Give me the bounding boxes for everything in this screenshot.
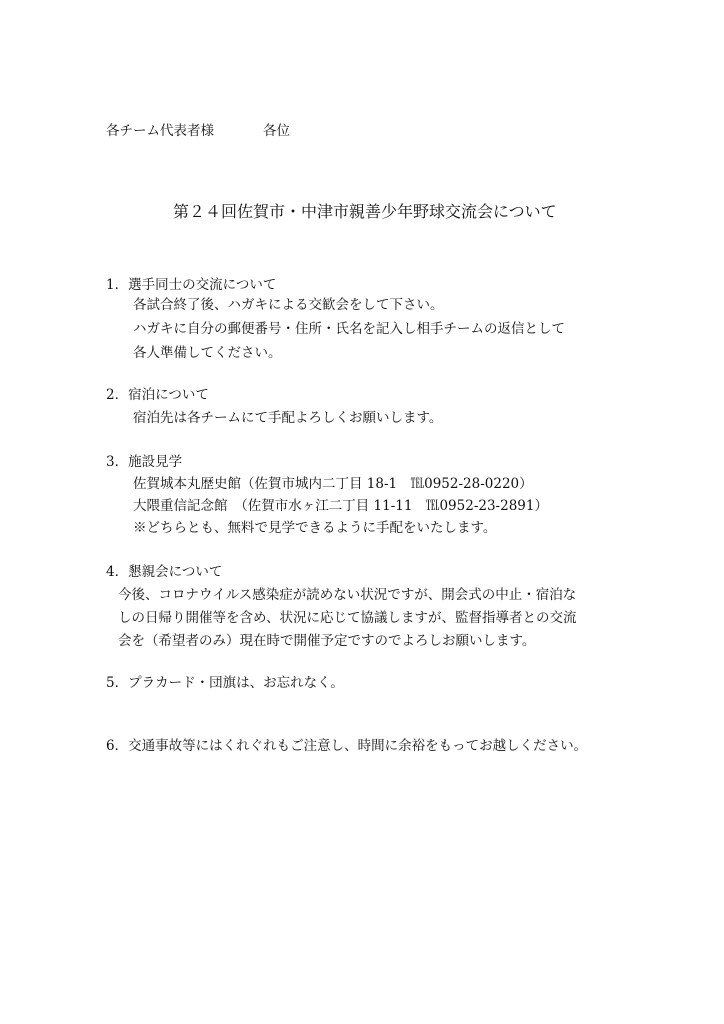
section-line: 宿泊先は各チームにて手配よろしくお願いします。 (133, 410, 443, 426)
addressee-honorific: 各位 (263, 123, 290, 139)
section-line: 会を（希望者のみ）現在時で開催予定ですのでよろしお願いします。 (118, 633, 536, 649)
section-line: 大隈重信記念館 （佐賀市水ヶ江二丁目 11-11 ℡0952-23-2891） (133, 498, 548, 514)
addressee: 各チーム代表者様 (106, 123, 214, 139)
section-line: ※どちらとも、無料で見学できるように手配をいたします。 (133, 520, 497, 536)
section-heading: 5．プラカード・団旗は、お忘れなく。 (106, 675, 344, 691)
section-heading: 4．懇親会について (106, 564, 223, 580)
section-line: ハガキに自分の郵便番号・住所・氏名を記入し相手チームの返信として (133, 321, 565, 337)
section-heading: 3．施設見学 (106, 454, 183, 470)
section-line: しの日帰り開催等を含め、状況に応じて協議しますが、監督指導者との交流 (118, 610, 577, 626)
section-line: 今後、コロナウイルス感染症が読めない状況ですが、開会式の中止・宿泊な (118, 587, 577, 603)
section-line: 各試合終了後、ハガキによる交歓会をして下さい。 (133, 297, 444, 313)
document-title: 第２４回佐賀市・中津市親善少年野球交流会について (173, 202, 557, 221)
section-line: 佐賀城本丸歴史館（佐賀市城内二丁目 18-1 ℡0952-28-0220） (133, 476, 533, 492)
section-line: 各人準備してください。 (133, 345, 282, 361)
section-heading: 2．宿泊について (106, 387, 209, 403)
section-heading: 1．選手同士の交流について (106, 277, 277, 293)
section-heading: 6．交通事故等にはくれぐれもご注意し、時間に余裕をもってお越しください。 (106, 738, 588, 754)
